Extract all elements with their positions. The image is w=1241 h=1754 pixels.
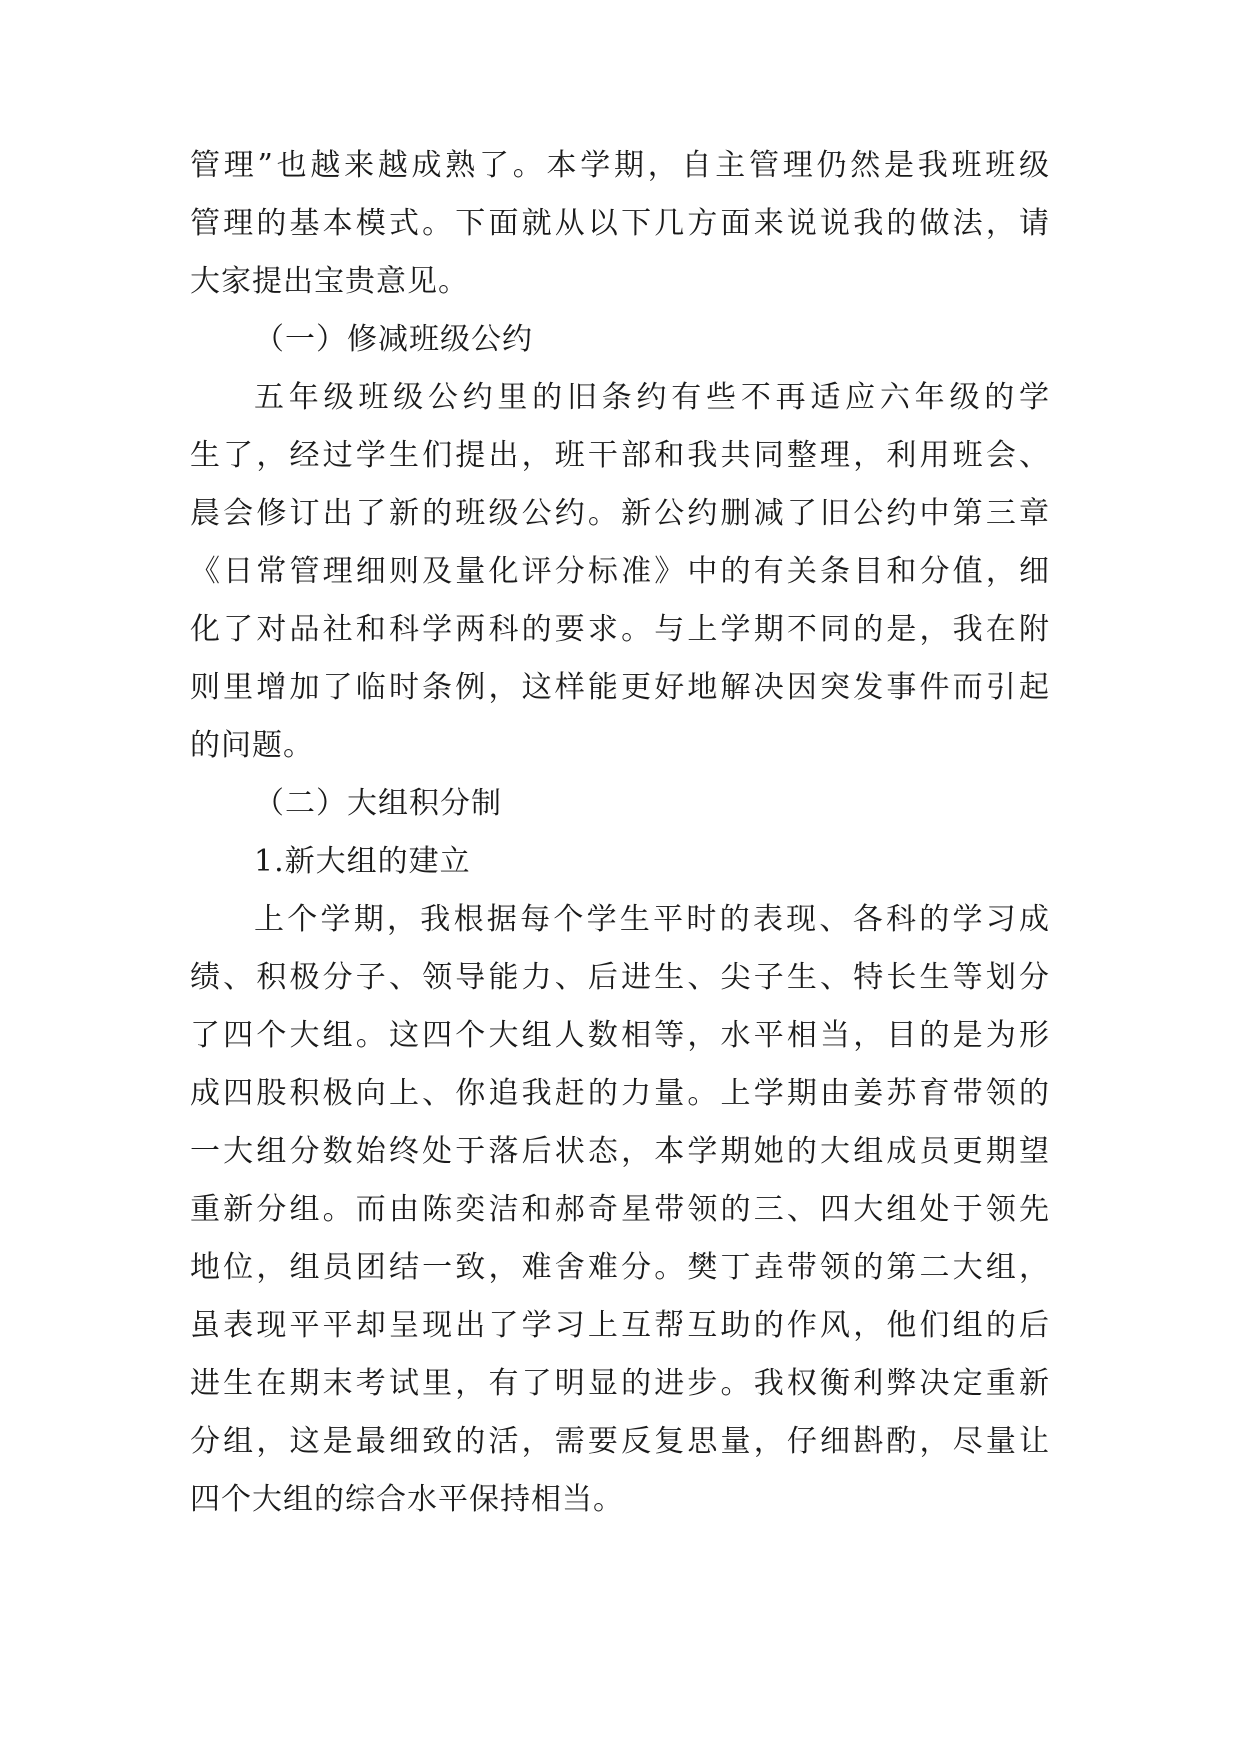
paragraph-line: 五年级班级公约里的旧条约有些不再适应六年级的学 xyxy=(254,380,1050,415)
paragraph-line: 的问题。 xyxy=(190,728,314,763)
subsection-heading: 1.新大组的建立 xyxy=(254,844,471,879)
paragraph-line: 虽表现平平却呈现出了学习上互帮互助的作风，他们组的后 xyxy=(190,1308,1050,1343)
paragraph-line: 了四个大组。这四个大组人数相等，水平相当，目的是为形 xyxy=(190,1018,1050,1053)
paragraph-line: 地位，组员团结一致，难舍难分。樊丁垚带领的第二大组， xyxy=(190,1250,1050,1285)
paragraph-line: 成四股积极向上、你追我赶的力量。上学期由姜苏育带领的 xyxy=(190,1076,1050,1111)
section-heading: （一）修减班级公约 xyxy=(254,322,533,357)
paragraph-line: 化了对品社和科学两科的要求。与上学期不同的是，我在附 xyxy=(190,612,1050,647)
section-heading: （二）大组积分制 xyxy=(254,786,502,821)
paragraph-line: 进生在期末考试里，有了明显的进步。我权衡利弊决定重新 xyxy=(190,1366,1050,1401)
paragraph-line: 一大组分数始终处于落后状态，本学期她的大组成员更期望 xyxy=(190,1134,1050,1169)
paragraph-line: 大家提出宝贵意见。 xyxy=(190,264,469,299)
paragraph-line: 生了，经过学生们提出，班干部和我共同整理，利用班会、 xyxy=(190,438,1050,473)
paragraph-line: 则里增加了临时条例，这样能更好地解决因突发事件而引起 xyxy=(190,670,1050,705)
paragraph-line: 上个学期，我根据每个学生平时的表现、各科的学习成 xyxy=(254,902,1050,937)
paragraph-line: 绩、积极分子、领导能力、后进生、尖子生、特长生等划分 xyxy=(190,960,1050,995)
paragraph-line: 《日常管理细则及量化评分标准》中的有关条目和分值，细 xyxy=(190,554,1050,589)
paragraph-line: 管理”也越来越成熟了。本学期，自主管理仍然是我班班级 xyxy=(190,148,1050,183)
paragraph-line: 四个大组的综合水平保持相当。 xyxy=(190,1482,624,1517)
paragraph-line: 晨会修订出了新的班级公约。新公约删减了旧公约中第三章 xyxy=(190,496,1050,531)
paragraph-line: 管理的基本模式。下面就从以下几方面来说说我的做法，请 xyxy=(190,206,1050,241)
paragraph-line: 分组，这是最细致的活，需要反复思量，仔细斟酌，尽量让 xyxy=(190,1424,1050,1459)
paragraph-line: 重新分组。而由陈奕洁和郝奇星带领的三、四大组处于领先 xyxy=(190,1192,1050,1227)
